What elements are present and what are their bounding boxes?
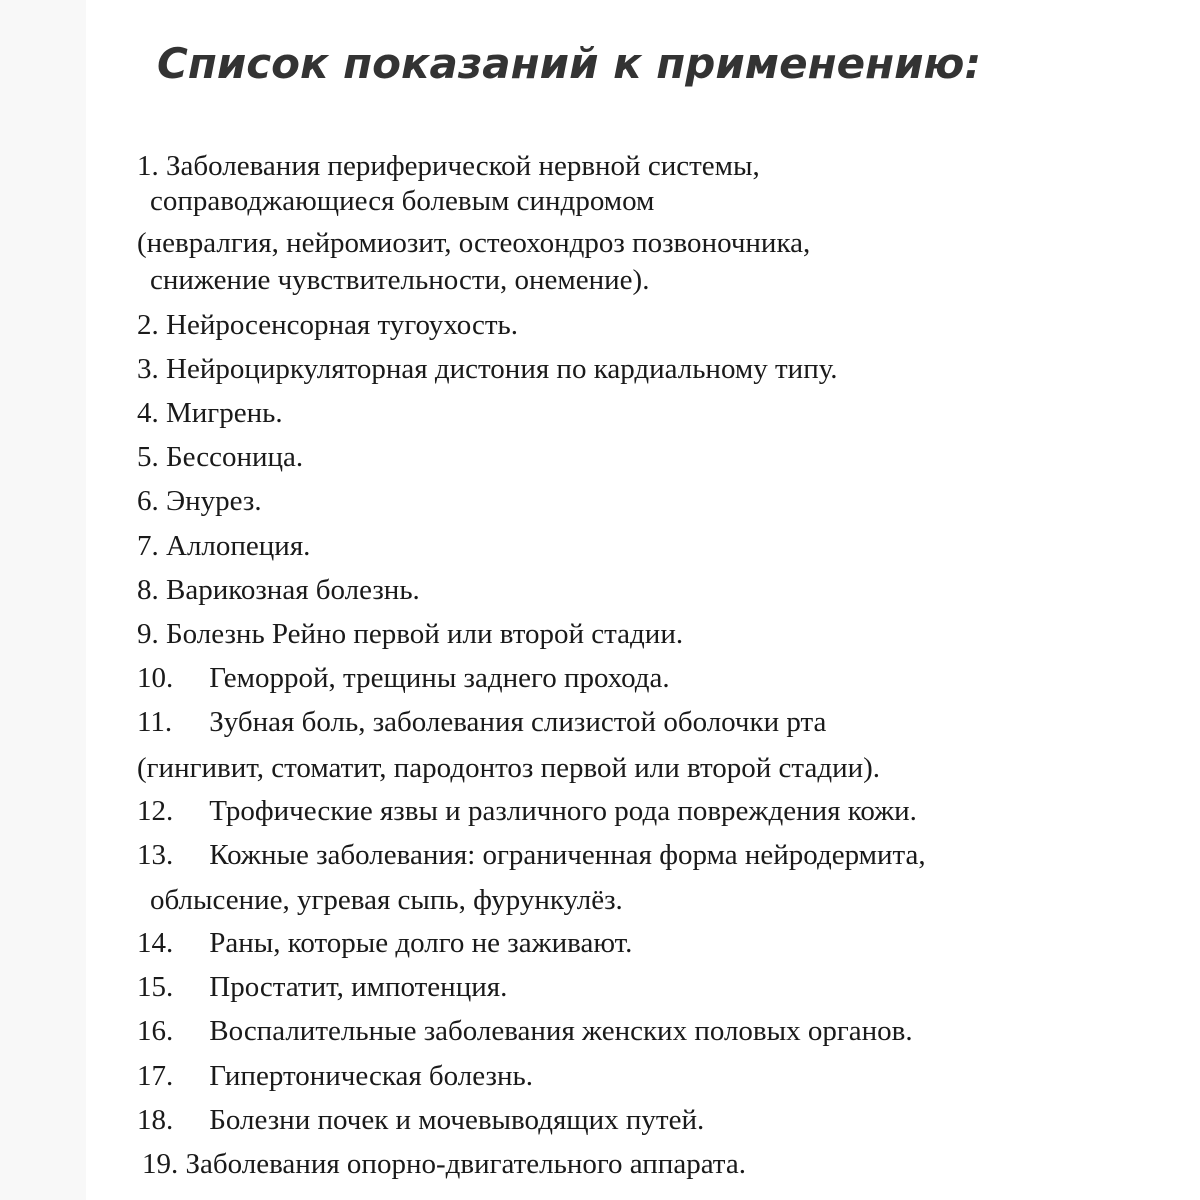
item-number: 13. [137, 839, 174, 871]
item-number: 12. [137, 795, 174, 827]
item-number: 8. [137, 574, 159, 606]
item-text: Варикозная болезнь. [166, 574, 420, 606]
item-number: 9. [137, 618, 159, 650]
item-number: 1. [137, 150, 159, 182]
item-text: снижение чувствительности, онемение). [150, 264, 650, 296]
item-number: 14. [137, 927, 174, 959]
list-item-13-continuation [150, 882, 623, 918]
item-text: Болезнь Рейно первой или второй стадии. [166, 618, 684, 650]
list-item-10 [137, 660, 670, 696]
list-item-1-continuation [150, 183, 654, 219]
list-item-11-continuation [137, 750, 880, 786]
item-number: 5. [137, 441, 159, 473]
list-item-19 [142, 1146, 746, 1182]
item-text: Заболевания опорно-двигательного аппарата. [185, 1148, 746, 1180]
item-number: 16. [137, 1015, 174, 1047]
list-item-15 [137, 969, 507, 1005]
list-item-3 [137, 351, 838, 387]
list-item-16 [137, 1013, 913, 1049]
list-item-14 [137, 925, 632, 961]
list-item-4 [137, 395, 283, 431]
item-number: 18. [137, 1104, 174, 1136]
item-number: 3. [137, 353, 159, 385]
list-item-1-continuation [137, 225, 810, 261]
item-number: 7. [137, 530, 159, 562]
page-title: Список показаний к применению: [157, 39, 982, 88]
list-item-7 [137, 528, 310, 564]
item-text: Воспалительные заболевания женских половых органов. [209, 1015, 913, 1047]
item-text: Болезни почек и мочевыводящих путей. [209, 1104, 705, 1136]
item-text: (гингивит, стоматит, пародонтоз первой или второй стадии). [137, 752, 881, 784]
item-number: 2. [137, 309, 159, 341]
item-text: Зубная боль, заболевания слизистой оболочки рта [209, 706, 827, 738]
list-item-9 [137, 616, 683, 652]
item-number: 19. [142, 1148, 179, 1180]
item-text: Простатит, импотенция. [209, 971, 508, 1003]
item-number: 17. [137, 1060, 174, 1092]
item-text: Аллопеция. [166, 530, 311, 562]
list-item-17 [137, 1058, 533, 1094]
item-number: 11. [137, 706, 173, 738]
item-text: Нейросенсорная тугоухость. [166, 309, 519, 341]
item-number: 10. [137, 662, 174, 694]
item-number: 15. [137, 971, 174, 1003]
item-text: (невралгия, нейромиозит, остеохондроз позвоночника, [137, 227, 811, 259]
list-item-13 [137, 837, 926, 873]
item-text: Нейроциркуляторная дистония по кардиальному типу. [166, 353, 838, 385]
list-item-1-continuation [150, 262, 649, 298]
item-text: Раны, которые долго не заживают. [209, 927, 633, 959]
list-item-8 [137, 572, 420, 608]
item-text: Бессоница. [166, 441, 304, 473]
item-number: 6. [137, 485, 159, 517]
list-item-2 [137, 307, 518, 343]
item-text: Гипертоническая болезнь. [209, 1060, 533, 1092]
item-text: Мигрень. [166, 397, 283, 429]
list-item-11 [137, 704, 826, 740]
item-text: облысение, угревая сыпь, фурункулёз. [150, 884, 623, 916]
list-item-12 [137, 793, 917, 829]
item-text: Трофические язвы и различного рода повреждения кожи. [209, 795, 917, 827]
item-text: Кожные заболевания: ограниченная форма нейродермита, [209, 839, 926, 871]
list-item-1 [137, 148, 760, 184]
item-text: Геморрой, трещины заднего прохода. [209, 662, 670, 694]
list-item-5 [137, 439, 303, 475]
item-number: 4. [137, 397, 159, 429]
item-text: соправоджающиеся болевым синдромом [150, 185, 655, 217]
item-text: Энурез. [166, 485, 262, 517]
list-item-6 [137, 483, 262, 519]
list-item-18 [137, 1102, 704, 1138]
item-text: Заболевания периферической нервной системы, [166, 150, 760, 182]
